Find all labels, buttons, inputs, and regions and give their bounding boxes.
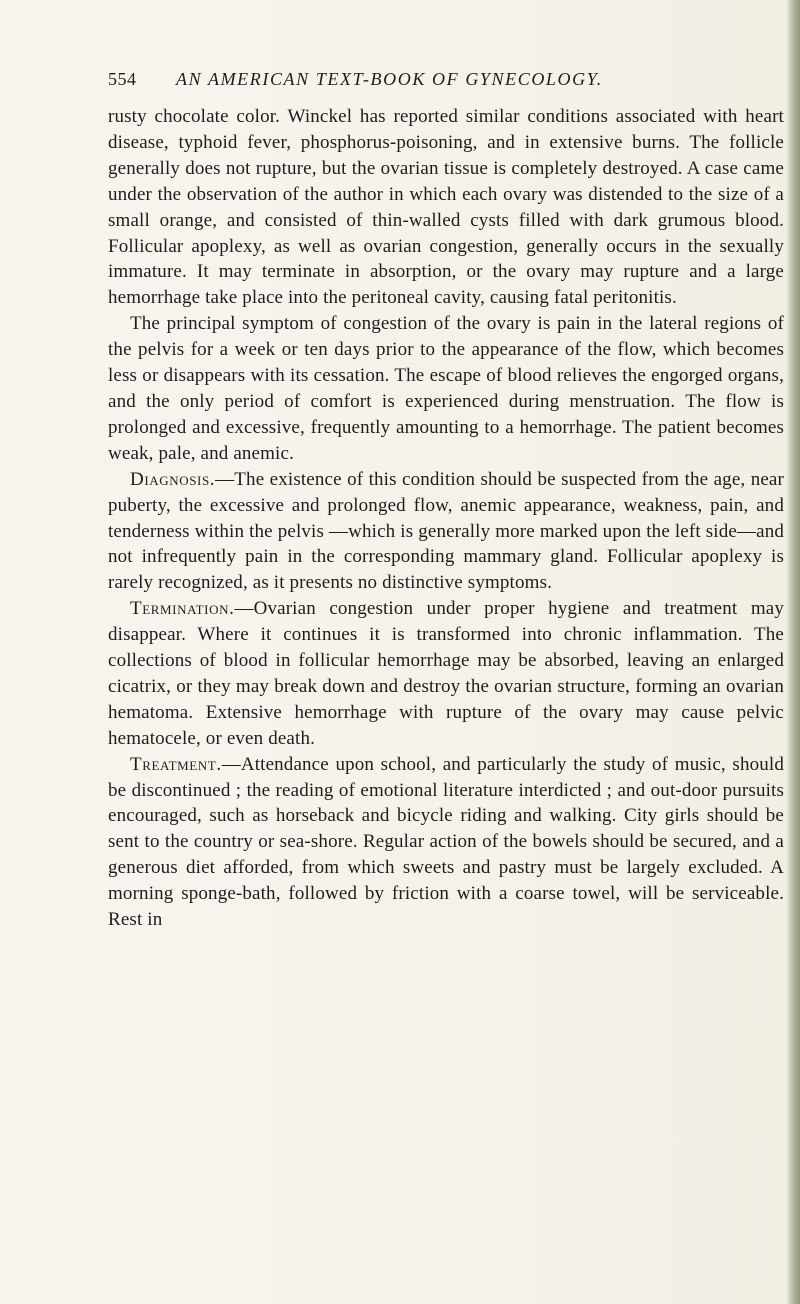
paragraph — [108, 311, 784, 466]
paragraph-text: —The existence of this condition should be suspected from the age, near puberty, the excessive and prolonged flow, anemic appearance, weakness, pain, and tenderness within the pelvis —which is generally more marked upon the left side—and not infrequently pain in the corresponding mammary gland. Follicular apoplexy is rarely recognized, as it presents no distinctive symptoms. — [108, 468, 784, 594]
paragraph — [108, 104, 784, 311]
page-edge-shadow — [786, 0, 800, 1304]
paragraph-text: rusty chocolate color. Winckel has reported similar conditions associated with heart disease, typhoid fever, phosphorus-poisoning, and in extensive burns. The follicle generally does not rupture, but the ovarian tissue is completely destroyed. A case came under the observation of the author in which each ovary was distended to the size of a small orange, and consisted of thin-walled cysts filled with dark grumous blood. Follicular apoplexy, as well as ovarian congestion, generally occurs in the sexually immature. It may terminate in absorption, or the ovary may rupture and a large hemorrhage take place into the peritoneal cavity, causing fatal peritonitis. — [108, 106, 784, 309]
page-header — [108, 66, 708, 92]
running-title: AN AMERICAN TEXT-BOOK OF GYNECOLOGY. — [176, 69, 603, 89]
body-text — [108, 104, 784, 933]
paragraph-text: —Attendance upon school, and particularly the study of music, should be discontinued ; the reading of emotional literature interdicted ; and out-door pursuits encouraged, such as horseback and bicycle riding and walking. City girls should be sent to the country or sea-shore. Regular action of the bowels should be secured, and a generous diet afforded, from which sweets and pastry must be largely excluded. A morning sponge-bath, followed by friction with a coarse towel, will be serviceable. Rest in — [108, 753, 784, 931]
paragraph-diagnosis — [108, 467, 784, 597]
paragraph-treatment — [108, 752, 784, 933]
paragraph-text: —Ovarian congestion under proper hygiene and treatment may disappear. Where it continues it is transformed into chronic inflammation. The collections of blood in follicular hemorrhage may be absorbed, leaving an enlarged cicatrix, or they may break down and destroy the ovarian structure, forming an ovarian hematoma. Extensive hemorrhage with rupture of the ovary may cause pelvic hematocele, or even death. — [108, 598, 784, 749]
paragraph-termination — [108, 596, 784, 751]
section-heading-treatment: Treatment. — [130, 753, 222, 775]
section-heading-diagnosis: Diagnosis. — [130, 468, 216, 490]
paragraph-text: The principal symptom of congestion of the ovary is pain in the lateral regions of the pelvis for a week or ten days prior to the appearance of the flow, which becomes less or disappears with its cessation. The escape of blood relieves the engorged organs, and the only period of comfort is experienced during menstruation. The flow is prolonged and excessive, frequently amounting to a hemorrhage. The patient becomes weak, pale, and anemic. — [108, 313, 784, 464]
page-number: 554 — [108, 69, 137, 89]
section-heading-termination: Termination. — [130, 598, 235, 620]
